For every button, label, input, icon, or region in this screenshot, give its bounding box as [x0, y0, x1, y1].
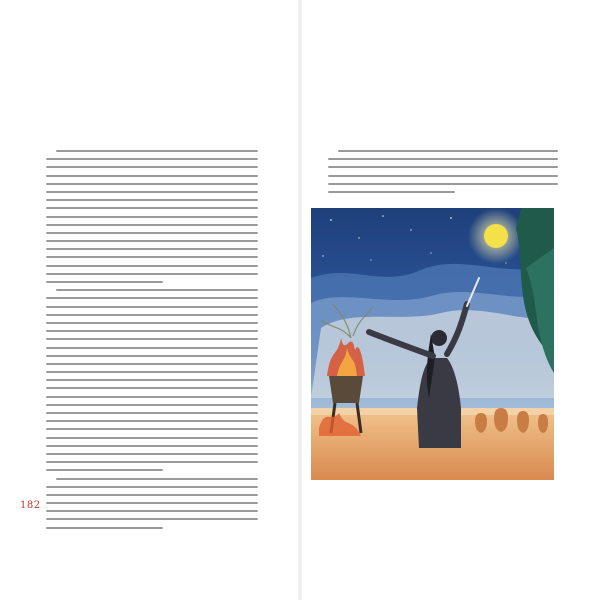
- medea-moonlit-sorcery-image: [311, 208, 554, 480]
- text-column-left: [46, 150, 258, 535]
- page-number: 182: [20, 500, 41, 511]
- medea-illustration: [311, 208, 554, 480]
- text-column-right: [328, 150, 558, 199]
